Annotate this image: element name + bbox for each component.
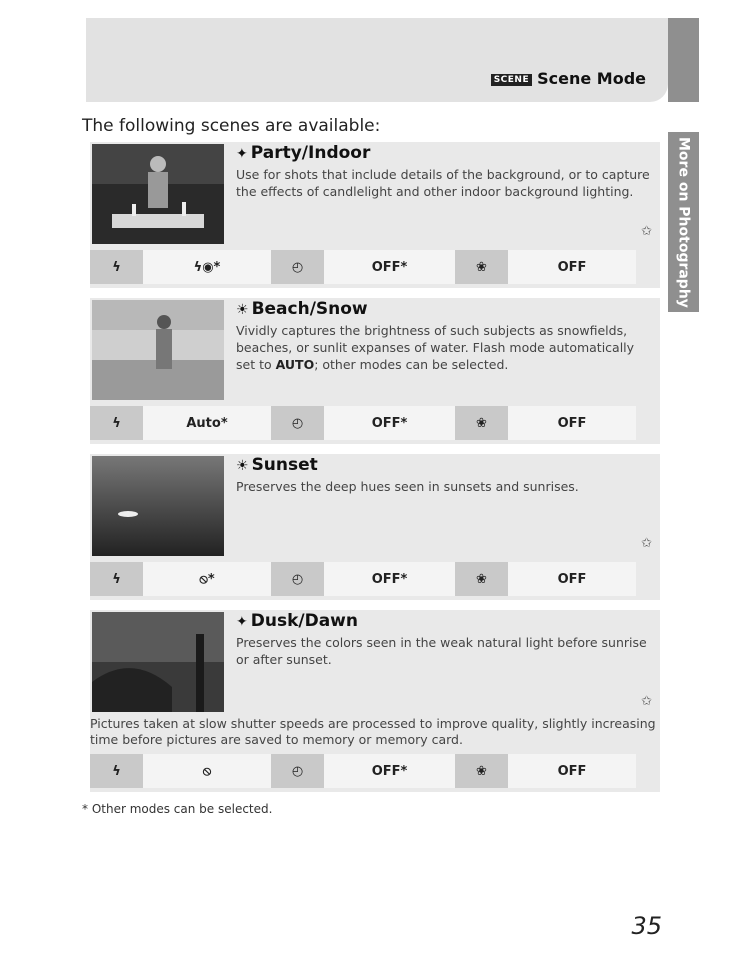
scene-mode-icon: SCENE <box>491 74 532 86</box>
sunset-photo <box>92 456 224 556</box>
beach-photo <box>92 300 224 400</box>
self-timer-icon: ◴ <box>271 250 324 284</box>
macro-icon: ❀ <box>455 250 508 284</box>
scene-title: ☀ Beach/Snow <box>236 299 368 319</box>
scene-title: ☀ Sunset <box>236 455 318 475</box>
macro-icon: ❀ <box>455 562 508 596</box>
party-photo <box>92 144 224 244</box>
flash-value: Auto* <box>143 406 271 440</box>
self-timer-icon: ◴ <box>271 754 324 788</box>
scene-sunset <box>90 454 660 600</box>
self-timer-value: OFF* <box>324 754 455 788</box>
macro-icon: ❀ <box>455 754 508 788</box>
macro-value: OFF <box>508 754 636 788</box>
settings-row <box>90 562 660 596</box>
footnote: * Other modes can be selected. <box>82 802 273 816</box>
settings-row <box>90 754 660 788</box>
sunset-icon: ☀ <box>236 458 249 474</box>
tripod-star-icon: ✩ <box>641 536 652 551</box>
flash-icon: ϟ <box>90 406 143 440</box>
flash-icon: ϟ <box>90 754 143 788</box>
scene-note: Pictures taken at slow shutter speeds are processed to improve quality, slightly increasing time before pictures are saved to memory or memory card. <box>90 716 656 747</box>
macro-value: OFF <box>508 562 636 596</box>
intro-text: The following scenes are available: <box>82 116 381 136</box>
tripod-star-icon: ✩ <box>641 694 652 709</box>
section-tab <box>668 132 699 312</box>
tripod-star-icon: ✩ <box>641 224 652 239</box>
flash-value: ϟ◉* <box>143 250 271 284</box>
settings-row <box>90 250 660 284</box>
flash-value: ⦸* <box>143 562 271 596</box>
thumb-tab <box>668 18 699 102</box>
scene-description: Use for shots that include details of the background, or to capture the effects of candlelight and other indoor background lighting. <box>236 167 650 199</box>
dusk-dawn-icon: ✦ <box>236 614 248 630</box>
flash-value: ⦸ <box>143 754 271 788</box>
dusk-photo <box>92 612 224 712</box>
settings-row <box>90 406 660 440</box>
scene-description: Preserves the colors seen in the weak natural light before sunrise or after sunset. <box>236 635 647 667</box>
party-indoor-icon: ✦ <box>236 146 248 162</box>
flash-icon: ϟ <box>90 250 143 284</box>
section-tab-label: More on Photography <box>675 136 692 308</box>
self-timer-value: OFF* <box>324 562 455 596</box>
beach-snow-icon: ☀ <box>236 302 249 318</box>
macro-icon: ❀ <box>455 406 508 440</box>
scene-beach-snow <box>90 298 660 444</box>
scene-title: ✦ Dusk/Dawn <box>236 611 358 631</box>
page-title: SCENE Scene Mode <box>491 69 646 88</box>
self-timer-icon: ◴ <box>271 406 324 440</box>
self-timer-icon: ◴ <box>271 562 324 596</box>
flash-icon: ϟ <box>90 562 143 596</box>
scene-dusk-dawn <box>90 610 660 792</box>
header-band <box>86 18 668 102</box>
self-timer-value: OFF* <box>324 406 455 440</box>
page-number: 35 <box>631 912 662 940</box>
macro-value: OFF <box>508 250 636 284</box>
scene-description: Vividly captures the brightness of such subjects as snowfields, beaches, or sunlit expanses of water. Flash mode automatically set to AUTO; other modes can be selected. <box>236 323 635 372</box>
scene-description: Preserves the deep hues seen in sunsets and sunrises. <box>236 479 579 494</box>
macro-value: OFF <box>508 406 636 440</box>
scene-title: ✦ Party/Indoor <box>236 143 371 163</box>
self-timer-value: OFF* <box>324 250 455 284</box>
scene-party-indoor <box>90 142 660 288</box>
